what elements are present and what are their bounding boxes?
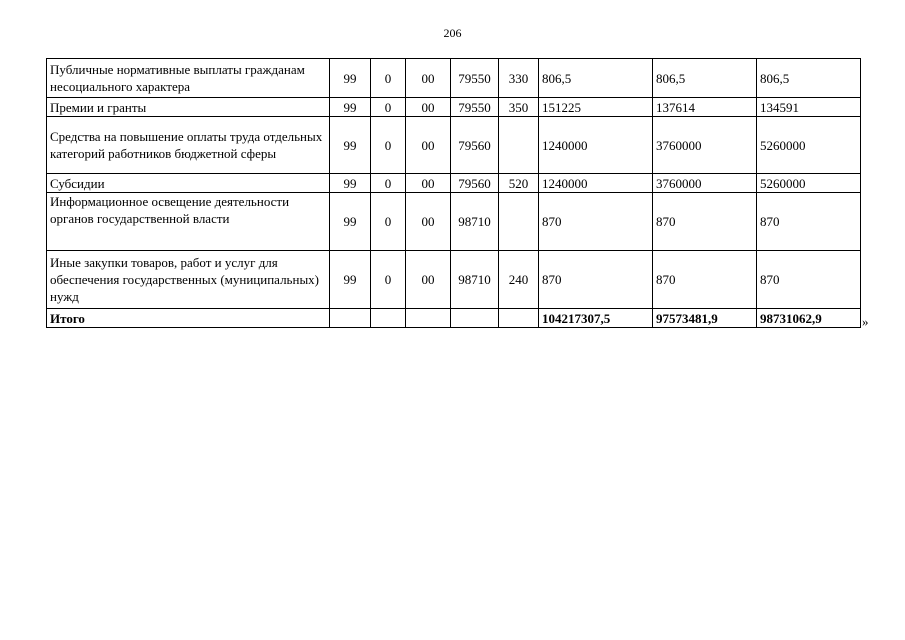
code-4: 79560 [451, 117, 499, 174]
code-3: 00 [406, 98, 451, 117]
closing-quote: » [862, 314, 869, 329]
amount-1: 806,5 [539, 59, 653, 98]
table-row [47, 98, 861, 117]
row-name: Субсидии [47, 174, 330, 193]
amount-1: 151225 [539, 98, 653, 117]
amount-3: 870 [757, 193, 861, 251]
total-row [47, 309, 861, 328]
total-amount-1: 104217307,5 [539, 309, 653, 328]
code-3: 00 [406, 59, 451, 98]
table-row [47, 193, 861, 251]
code-1: 99 [330, 193, 371, 251]
budget-table [46, 58, 861, 328]
row-name: Премии и гранты [47, 98, 330, 117]
amount-2: 870 [653, 193, 757, 251]
amount-3: 870 [757, 251, 861, 309]
code-2: 0 [371, 98, 406, 117]
amount-3: 806,5 [757, 59, 861, 98]
row-name: Информационное освещение деятельности органов государственной власти [47, 193, 330, 251]
code-5 [499, 193, 539, 251]
code-4: 79550 [451, 98, 499, 117]
amount-2: 137614 [653, 98, 757, 117]
amount-3: 5260000 [757, 117, 861, 174]
code-2: 0 [371, 193, 406, 251]
empty-cell [406, 309, 451, 328]
table-row [47, 251, 861, 309]
row-name: Средства на повышение оплаты труда отдельных категорий работников бюджетной сферы [47, 117, 330, 174]
amount-1: 1240000 [539, 117, 653, 174]
code-5: 330 [499, 59, 539, 98]
table-row [47, 59, 861, 98]
empty-cell [330, 309, 371, 328]
amount-3: 5260000 [757, 174, 861, 193]
code-5: 350 [499, 98, 539, 117]
code-1: 99 [330, 251, 371, 309]
code-4: 98710 [451, 193, 499, 251]
code-1: 99 [330, 117, 371, 174]
empty-cell [371, 309, 406, 328]
empty-cell [451, 309, 499, 328]
code-2: 0 [371, 174, 406, 193]
empty-cell [499, 309, 539, 328]
code-3: 00 [406, 117, 451, 174]
total-amount-2: 97573481,9 [653, 309, 757, 328]
code-2: 0 [371, 251, 406, 309]
total-label: Итого [47, 309, 330, 328]
code-3: 00 [406, 193, 451, 251]
code-1: 99 [330, 98, 371, 117]
row-name: Публичные нормативные выплаты гражданам несоциального характера [47, 59, 330, 98]
row-name: Иные закупки товаров, работ и услуг для обеспечения государственных (муниципальных) нужд [47, 251, 330, 309]
code-5 [499, 117, 539, 174]
code-1: 99 [330, 59, 371, 98]
amount-2: 870 [653, 251, 757, 309]
page-number: 206 [443, 26, 462, 40]
code-4: 98710 [451, 251, 499, 309]
total-amount-3: 98731062,9 [757, 309, 861, 328]
amount-2: 3760000 [653, 117, 757, 174]
code-4: 79550 [451, 59, 499, 98]
amount-1: 870 [539, 193, 653, 251]
code-2: 0 [371, 117, 406, 174]
code-4: 79560 [451, 174, 499, 193]
code-3: 00 [406, 251, 451, 309]
amount-2: 3760000 [653, 174, 757, 193]
code-1: 99 [330, 174, 371, 193]
code-2: 0 [371, 59, 406, 98]
amount-2: 806,5 [653, 59, 757, 98]
code-5: 240 [499, 251, 539, 309]
amount-1: 1240000 [539, 174, 653, 193]
amount-3: 134591 [757, 98, 861, 117]
code-3: 00 [406, 174, 451, 193]
table-row [47, 117, 861, 174]
amount-1: 870 [539, 251, 653, 309]
code-5: 520 [499, 174, 539, 193]
table-row [47, 174, 861, 193]
